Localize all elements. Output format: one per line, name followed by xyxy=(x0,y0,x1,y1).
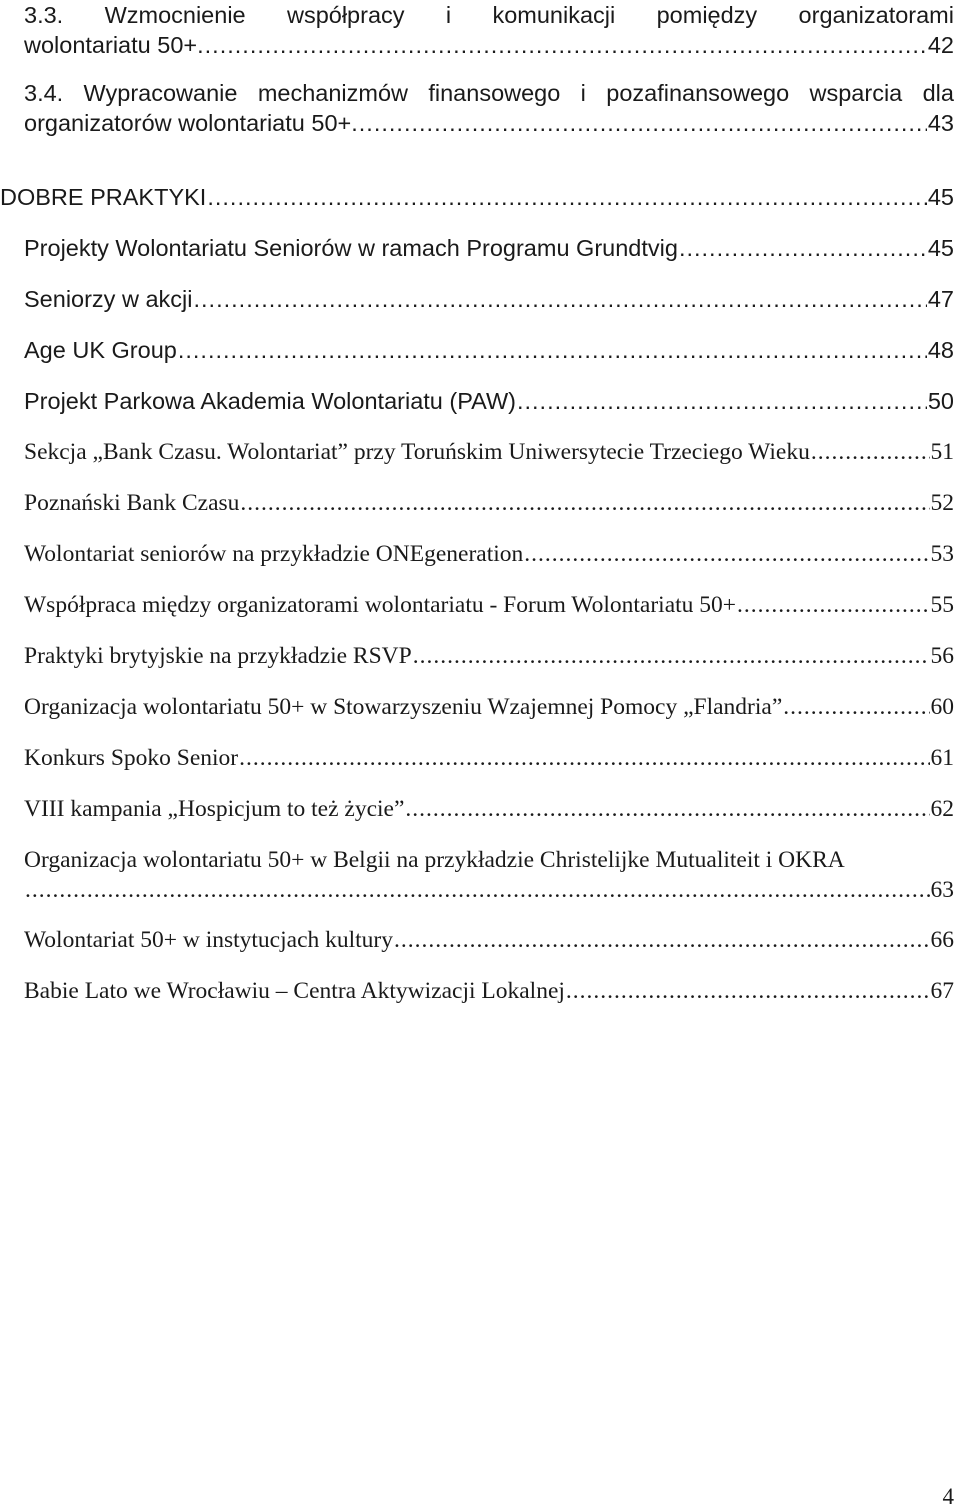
toc-entry-page: 43 xyxy=(927,110,954,136)
toc-entry-flandria[interactable] xyxy=(24,692,954,722)
toc-entry-title-line xyxy=(24,845,954,875)
toc-entry-page: 61 xyxy=(930,745,954,771)
dot-leader xyxy=(193,284,926,314)
dot-leader xyxy=(394,925,929,955)
dot-leader xyxy=(239,743,929,773)
toc-entry-3-4[interactable] xyxy=(24,78,954,138)
toc-entry-page: 55 xyxy=(930,592,954,618)
toc-entry-bank-czasu-torun[interactable] xyxy=(24,437,954,467)
toc-entry-hospicjum[interactable] xyxy=(24,794,954,824)
dot-leader xyxy=(524,539,929,569)
toc-entry-title: Organizacja wolontariatu 50+ w Belgii na przykładzie Christelijke Mutualiteit i OKRA xyxy=(24,847,845,873)
toc-entry-title: Praktyki brytyjskie na przykładzie RSVP xyxy=(24,643,412,669)
toc-word: wsparcia xyxy=(809,80,903,106)
toc-entry-title: organizatorów wolontariatu 50+. xyxy=(24,110,358,136)
toc-entry-page: 60 xyxy=(930,694,954,720)
toc-entry-title: Age UK Group xyxy=(24,337,177,363)
toc-entry-title: Projekt Parkowa Akademia Wolontariatu (PAW) xyxy=(24,388,516,414)
toc-entry-forum-wolontariatu[interactable] xyxy=(24,590,954,620)
dot-leader xyxy=(205,30,927,60)
toc-entry-page: 47 xyxy=(927,286,954,312)
toc-entry-onegeneration[interactable] xyxy=(24,539,954,569)
toc-word: pozafinansowego xyxy=(606,80,790,106)
toc-entry-continuation xyxy=(24,108,954,138)
dot-leader xyxy=(811,437,930,467)
toc-entry-belgia-okra[interactable] xyxy=(24,845,954,905)
toc-word: dla xyxy=(922,80,954,106)
dot-leader xyxy=(359,108,927,138)
toc-word: i xyxy=(445,2,452,28)
toc-entry-title: wolontariatu 50+. xyxy=(24,32,204,58)
toc-word: mechanizmów xyxy=(257,80,409,106)
toc-entry-title: Projekty Wolontariatu Seniorów w ramach Programu Grundtvig xyxy=(24,235,678,261)
toc-entry-number: 3.4. xyxy=(24,80,64,106)
toc-entry-rsvp[interactable] xyxy=(24,641,954,671)
dot-leader xyxy=(25,875,930,905)
dot-leader xyxy=(517,386,927,416)
toc-entry-spoko-senior[interactable] xyxy=(24,743,954,773)
page-number: 4 xyxy=(942,1484,954,1509)
toc-word: Wzmocnienie xyxy=(104,2,246,28)
toc-entry-page: 50 xyxy=(927,388,954,414)
toc-entry-grundtvig[interactable] xyxy=(24,233,954,263)
toc-word: organizatorami xyxy=(798,2,954,28)
dot-leader xyxy=(783,692,929,722)
toc-entry-dobre-praktyki[interactable] xyxy=(0,182,954,212)
toc-entry-title: Sekcja „Bank Czasu. Wolontariat” przy Toruńskim Uniwersytecie Trzeciego Wieku xyxy=(24,439,810,465)
toc-word: Wypracowanie xyxy=(83,80,238,106)
toc-entry-title: Organizacja wolontariatu 50+ w Stowarzyszeniu Wzajemnej Pomocy „Flandria” xyxy=(24,694,783,720)
toc-entry-number: 3.3. xyxy=(24,2,64,28)
toc-entry-page: 45 xyxy=(927,184,954,210)
toc-entry-title: Konkurs Spoko Senior xyxy=(24,745,239,771)
toc-word: finansowego xyxy=(428,80,561,106)
toc-entry-page: 66 xyxy=(930,927,954,953)
toc-entry-page: 56 xyxy=(930,643,954,669)
dot-leader xyxy=(737,590,929,620)
toc-entry-page: 53 xyxy=(930,541,954,567)
toc-entry-continuation xyxy=(24,30,954,60)
toc-entry-heading-line xyxy=(24,0,954,30)
toc-entry-page: 51 xyxy=(930,439,954,465)
toc-entry-3-3[interactable] xyxy=(24,0,954,60)
toc-entry-poznanski-bank-czasu[interactable] xyxy=(24,488,954,518)
toc-entry-paw[interactable] xyxy=(24,386,954,416)
toc-entry-page: 48 xyxy=(927,337,954,363)
toc-entry-title: Współpraca między organizatorami wolontariatu - Forum Wolontariatu 50+ xyxy=(24,592,737,618)
toc-entry-page: 62 xyxy=(930,796,954,822)
dot-leader xyxy=(178,335,927,365)
toc-entry-page: 63 xyxy=(930,877,954,903)
dot-leader xyxy=(240,488,929,518)
toc-entry-babie-lato[interactable] xyxy=(24,976,954,1006)
toc-entry-seniorzy-w-akcji[interactable] xyxy=(24,284,954,314)
dot-leader xyxy=(405,794,929,824)
dot-leader xyxy=(679,233,927,263)
dot-leader xyxy=(566,976,930,1006)
toc-entry-page: 52 xyxy=(930,490,954,516)
dot-leader xyxy=(413,641,930,671)
toc-word: i xyxy=(580,80,586,106)
toc-entry-title: VIII kampania „Hospicjum to też życie” xyxy=(24,796,405,822)
toc-entry-title: Wolontariat 50+ w instytucjach kultury xyxy=(24,927,394,953)
toc-entry-title: Poznański Bank Czasu xyxy=(24,490,240,516)
toc-entry-instytucje-kultury[interactable] xyxy=(24,925,954,955)
toc-entry-title: Babie Lato we Wrocławiu – Centra Aktywizacji Lokalnej xyxy=(24,978,565,1004)
toc-entry-heading-line xyxy=(24,78,954,108)
toc-entry-continuation xyxy=(24,875,954,905)
toc-entry-age-uk[interactable] xyxy=(24,335,954,365)
dot-leader xyxy=(207,182,927,212)
toc-word: komunikacji xyxy=(492,2,616,28)
toc-word: współpracy xyxy=(286,2,405,28)
toc-entry-page: 67 xyxy=(930,978,954,1004)
toc-entry-page: 42 xyxy=(927,32,954,58)
toc-entry-page: 45 xyxy=(927,235,954,261)
toc-entry-title: DOBRE PRAKTYKI xyxy=(0,184,207,210)
toc-entry-title: Wolontariat seniorów na przykładzie ONEgeneration xyxy=(24,541,524,567)
toc-entry-title: Seniorzy w akcji xyxy=(24,286,193,312)
toc-word: pomiędzy xyxy=(656,2,758,28)
